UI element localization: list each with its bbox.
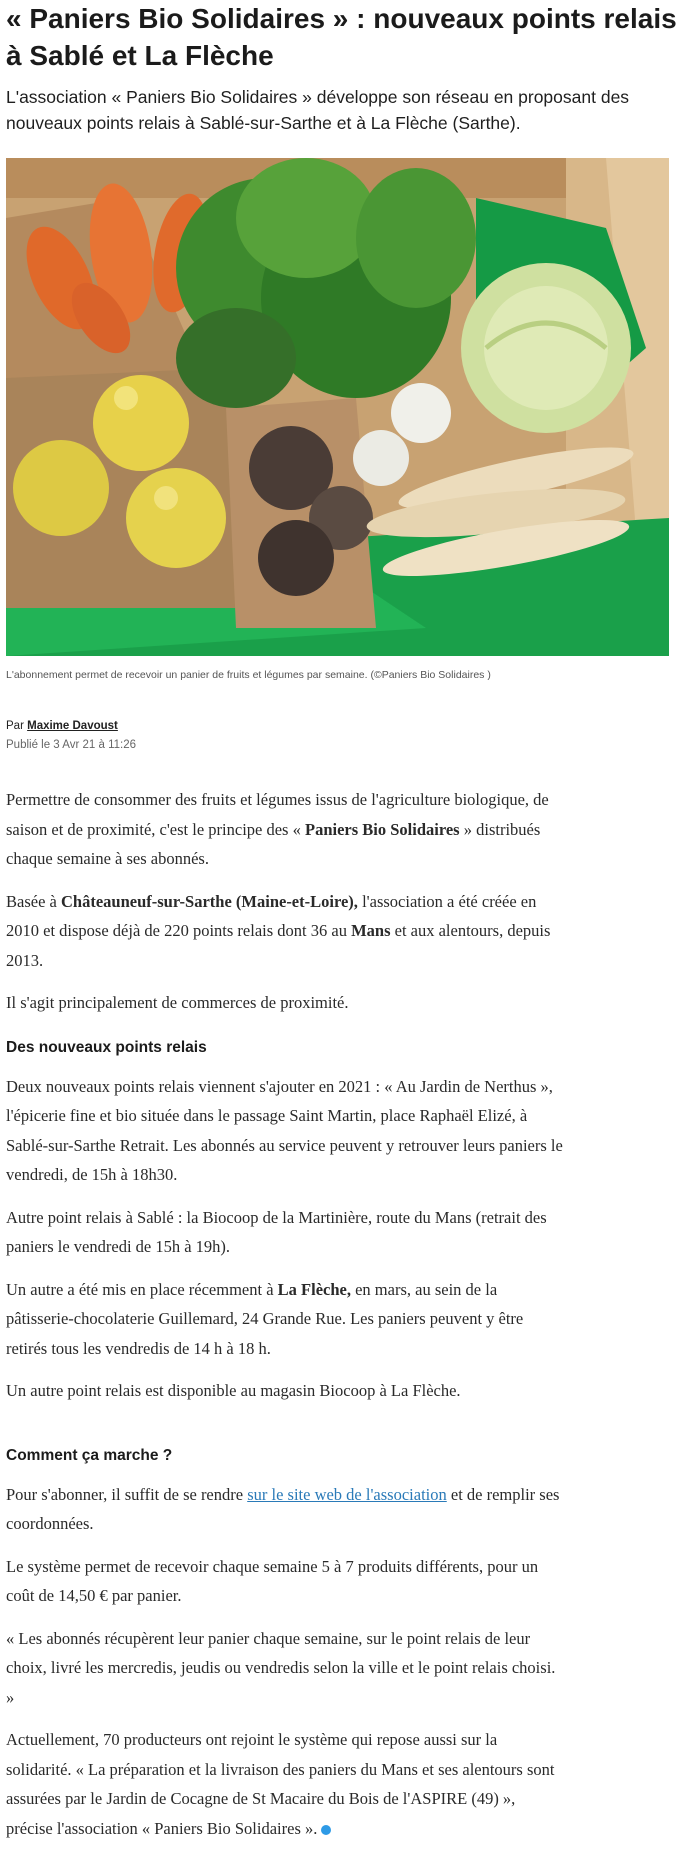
paragraph-11-text: Actuellement, 70 producteurs ont rejoint le système qui repose aussi sur la solidarité. « La préparation et la livraison des paniers du Mans et ses alentours sont assurées par le Jardin de Cocagne de St Macaire du Bois de l'ASPIRE (49) », précise l'association « Paniers Bio Solidaires ». <box>6 1730 555 1838</box>
article-lead: L'association « Paniers Bio Solidaires » développe son réseau en proposant des nouveaux points relais à Sablé-sur-Sarthe et à La Flèche (Sarthe). <box>6 87 630 133</box>
paragraph-7: Un autre point relais est disponible au magasin Biocoop à La Flèche. <box>6 1381 461 1400</box>
paragraph-1-text-a: Permettre de consommer des fruits et légumes issus de l'agriculture biologique, de saison et de proximité, c'est le principe des « <box>6 790 549 839</box>
paragraph-2-text-a: Basée à <box>6 891 61 911</box>
paragraph-9: Le système permet de recevoir chaque semaine 5 à 7 produits différents, pour un coût de 14,50 € par panier. <box>6 1556 539 1605</box>
paragraph-1 <box>6 785 566 874</box>
paragraph-4: Deux nouveaux points relais viennent s'ajouter en 2021 : « Au Jardin de Nerthus », l'épicerie fine et bio située dans le passage Saint Martin, place Raphaël Elizé, à Sablé-sur-Sarthe Retrait. Les abonnés au service peuvent y retrouver leurs paniers le vendredi, de 15h à 18h30. <box>6 1076 563 1184</box>
paragraph-2-text-c: et aux alentours, depuis 2013. <box>6 921 551 970</box>
byline <box>6 719 680 734</box>
article-end-dot-icon <box>321 1825 331 1835</box>
paragraph-6-text-a: Un autre a été mis en place récemment à <box>6 1279 278 1299</box>
image-caption: L'abonnement permet de recevoir un panier de fruits et légumes par semaine. (©Paniers Bio Solidaires ) <box>6 669 491 681</box>
paragraph-8-text-a: Pour s'abonner, il suffit de se rendre <box>6 1484 248 1504</box>
paragraph-3: Il s'agit principalement de commerces de proximité. <box>6 993 349 1012</box>
paragraph-5: Autre point relais à Sablé : la Biocoop de la Martinière, route du Mans (retrait des paniers le vendredi de 15h à 19h). <box>6 1207 547 1256</box>
article-title: « Paniers Bio Solidaires » : nouveaux points relais à Sablé et La Flèche <box>6 3 677 71</box>
paragraph-10: « Les abonnés récupèrent leur panier chaque semaine, sur le point relais de leur choix, livré les mercredis, jeudis ou vendredis selon la ville et le point relais choisi. » <box>6 1628 556 1707</box>
article-photo <box>6 158 669 656</box>
paragraph-8 <box>6 1480 566 1539</box>
subhead-how-it-works: Comment ça marche ? <box>6 1446 173 1464</box>
subhead-new-relay-points: Des nouveaux points relais <box>6 1038 207 1056</box>
paragraph-6-bold: La Flèche, <box>277 1279 351 1299</box>
paragraph-2-bold-2: Mans <box>351 921 391 940</box>
paragraph-11 <box>6 1725 566 1843</box>
author-link[interactable]: Maxime Davoust <box>27 720 118 732</box>
paragraph-1-bold: Paniers Bio Solidaires <box>304 819 460 839</box>
paragraph-2-text-b: l'association a été créée en 2010 et dispose déjà de 220 points relais dont 36 au <box>6 891 537 940</box>
paragraph-1-text-b: » distribués chaque semaine à ses abonnés. <box>6 819 541 868</box>
paragraph-2-bold-1: Châteauneuf-sur-Sarthe (Maine-et-Loire), <box>60 891 358 911</box>
paragraph-2 <box>6 887 566 976</box>
association-website-link[interactable]: sur le site web de l'association <box>247 1484 447 1504</box>
byline-prefix: Par <box>6 720 24 732</box>
paragraph-8-text-b: et de remplir ses coordonnées. <box>6 1484 560 1533</box>
paragraph-6-text-b: en mars, au sein de la pâtisserie-chocolaterie Guillemard, 24 Grande Rue. Les paniers peuvent y être retirés tous les vendredis de 14 h à 18 h. <box>6 1279 524 1358</box>
paragraph-6 <box>6 1275 566 1364</box>
publish-date: Publié le 3 Avr 21 à 11:26 <box>6 739 137 751</box>
